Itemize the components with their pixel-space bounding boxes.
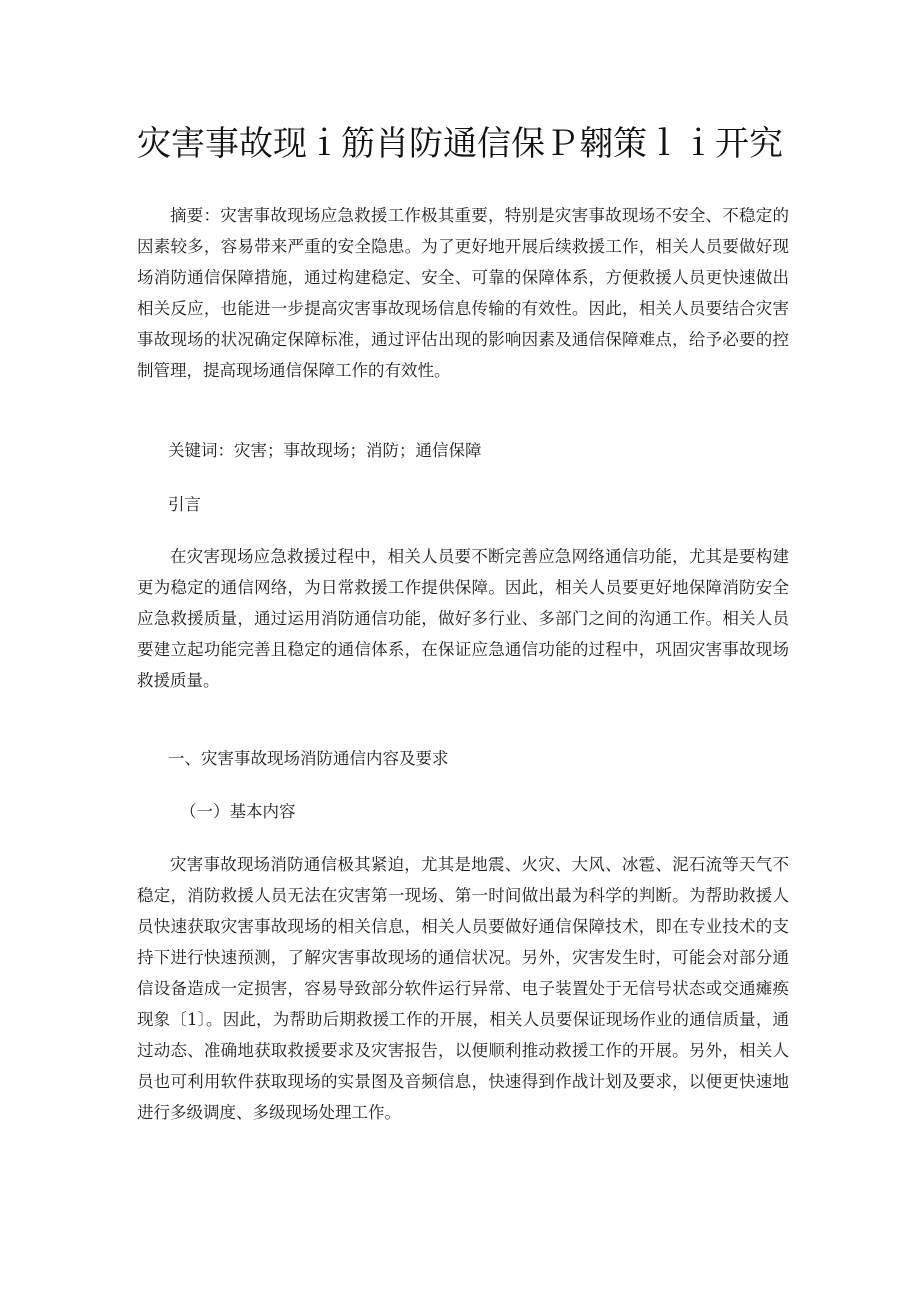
intro-paragraph: 在灾害现场应急救援过程中，相关人员要不断完善应急网络通信功能，尤其是要构建更为稳定的通信网络，为日常救援工作提供保障。因此，相关人员要更好地保障消防安全应急救援质量，通过运用消防通信功能，做好多行业、多部门之间的沟通工作。相关人员要建立起功能完善且稳定的通信体系，在保证应急通信功能的过程中，巩固灾害事故现场救援质量。 xyxy=(137,547,789,690)
section-heading: 一、灾害事故现场消防通信内容及要求 xyxy=(168,749,449,768)
intro-heading: 引言 xyxy=(168,495,201,514)
abstract-paragraph: 摘要：灾害事故现场应急救援工作极其重要，特别是灾害事故现场不安全、不稳定的因素较多，容易带来严重的安全隐患。为了更好地开展后续救援工作，相关人员要做好现场消防通信保障措施，通过构建稳定、安全、可靠的保障体系，方便救援人员更快速做出相关反应，也能进一步提高灾害事故现场信息传输的有效性。因此，相关人员要结合灾害事故现场的状况确定保障标准，通过评估出现的影响因素及通信保障难点，给予必要的控制管理，提高现场通信保障工作的有效性。 xyxy=(137,206,789,380)
body-paragraph: 灾害事故现场消防通信极其紧迫，尤其是地震、火灾、大风、冰雹、泥石流等天气不稳定，消防救援人员无法在灾害第一现场、第一时间做出最为科学的判断。为帮助救援人员快速获取灾害事故现场的相关信息，相关人员要做好通信保障技术，即在专业技术的支持下进行快速预测，了解灾害事故现场的通信状况。另外，灾害发生时，可能会对部分通信设备造成一定损害，容易导致部分软件运行异常、电子装置处于无信号状态或交通瘫痪现象〔1〕。因此，为帮助后期救援工作的开展，相关人员要保证现场作业的通信质量，通过动态、准确地获取救援要求及灾害报告，以便顺利推动救援工作的开展。另外，相关人员也可利用软件获取现场的实景图及音频信息，快速得到作战计划及要求，以便更快速地进行多级调度、多级现场处理工作。 xyxy=(137,855,789,1122)
subsection-heading: （一）基本内容 xyxy=(180,802,296,821)
keywords-line: 关键词：灾害；事故现场；消防；通信保障 xyxy=(168,441,482,460)
document-title: 灾害事故现ｉ筋肖防通信保Ｐ翱策ｌｉ开究 xyxy=(137,124,783,164)
